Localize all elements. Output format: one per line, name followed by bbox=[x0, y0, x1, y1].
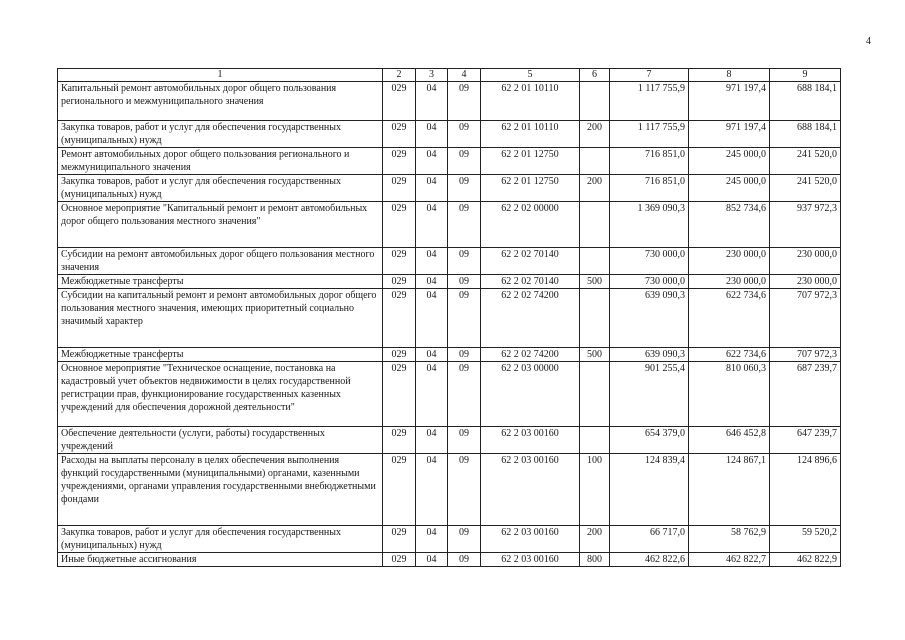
expense-type-cell bbox=[580, 362, 610, 427]
section-cell: 04 bbox=[416, 553, 448, 567]
table-row bbox=[58, 348, 841, 362]
section-cell: 04 bbox=[416, 148, 448, 175]
amount-year2-cell: 971 197,4 bbox=[689, 121, 770, 148]
chapter-cell: 029 bbox=[383, 454, 416, 526]
target-article-cell: 62 2 02 74200 bbox=[481, 348, 580, 362]
item-name-cell: Расходы на выплаты персоналу в целях обеспечения выполнения функций государственными (муниципальными) органами, казенными учреждениями, органами управления государственными внебюджетными фондами bbox=[58, 454, 383, 526]
header-cell: 6 bbox=[580, 69, 610, 82]
subsection-cell: 09 bbox=[448, 202, 481, 248]
table-row bbox=[58, 454, 841, 526]
table-row bbox=[58, 362, 841, 427]
amount-year3-cell: 241 520,0 bbox=[770, 175, 841, 202]
chapter-cell: 029 bbox=[383, 348, 416, 362]
expense-type-cell bbox=[580, 427, 610, 454]
chapter-cell: 029 bbox=[383, 526, 416, 553]
amount-year1-cell: 124 839,4 bbox=[610, 454, 689, 526]
amount-year3-cell: 59 520,2 bbox=[770, 526, 841, 553]
amount-year2-cell: 462 822,7 bbox=[689, 553, 770, 567]
section-cell: 04 bbox=[416, 526, 448, 553]
item-name-cell: Капитальный ремонт автомобильных дорог общего пользования регионального и межмуниципального значения bbox=[58, 82, 383, 121]
amount-year2-cell: 245 000,0 bbox=[689, 148, 770, 175]
subsection-cell: 09 bbox=[448, 348, 481, 362]
expense-type-cell: 500 bbox=[580, 348, 610, 362]
amount-year3-cell: 230 000,0 bbox=[770, 275, 841, 289]
subsection-cell: 09 bbox=[448, 526, 481, 553]
item-name-cell: Субсидии на ремонт автомобильных дорог общего пользования местного значения bbox=[58, 248, 383, 275]
amount-year3-cell: 688 184,1 bbox=[770, 82, 841, 121]
table-row bbox=[58, 121, 841, 148]
section-cell: 04 bbox=[416, 362, 448, 427]
amount-year1-cell: 1 369 090,3 bbox=[610, 202, 689, 248]
expense-type-cell: 200 bbox=[580, 175, 610, 202]
amount-year2-cell: 245 000,0 bbox=[689, 175, 770, 202]
target-article-cell: 62 2 01 12750 bbox=[481, 175, 580, 202]
target-article-cell: 62 2 01 12750 bbox=[481, 148, 580, 175]
amount-year2-cell: 622 734,6 bbox=[689, 348, 770, 362]
expense-type-cell: 200 bbox=[580, 121, 610, 148]
target-article-cell: 62 2 01 10110 bbox=[481, 82, 580, 121]
expense-type-cell bbox=[580, 202, 610, 248]
amount-year1-cell: 1 117 755,9 bbox=[610, 121, 689, 148]
target-article-cell: 62 2 02 70140 bbox=[481, 275, 580, 289]
page-number: 4 bbox=[866, 36, 871, 47]
section-cell: 04 bbox=[416, 175, 448, 202]
expense-type-cell bbox=[580, 82, 610, 121]
budget-table bbox=[57, 68, 841, 567]
subsection-cell: 09 bbox=[448, 553, 481, 567]
subsection-cell: 09 bbox=[448, 362, 481, 427]
target-article-cell: 62 2 03 00160 bbox=[481, 427, 580, 454]
section-cell: 04 bbox=[416, 348, 448, 362]
chapter-cell: 029 bbox=[383, 175, 416, 202]
table-row bbox=[58, 202, 841, 248]
item-name-cell: Закупка товаров, работ и услуг для обеспечения государственных (муниципальных) нужд bbox=[58, 175, 383, 202]
table-row bbox=[58, 148, 841, 175]
subsection-cell: 09 bbox=[448, 148, 481, 175]
amount-year1-cell: 716 851,0 bbox=[610, 175, 689, 202]
subsection-cell: 09 bbox=[448, 248, 481, 275]
amount-year2-cell: 124 867,1 bbox=[689, 454, 770, 526]
chapter-cell: 029 bbox=[383, 289, 416, 348]
chapter-cell: 029 bbox=[383, 148, 416, 175]
chapter-cell: 029 bbox=[383, 427, 416, 454]
chapter-cell: 029 bbox=[383, 553, 416, 567]
expense-type-cell: 100 bbox=[580, 454, 610, 526]
amount-year1-cell: 716 851,0 bbox=[610, 148, 689, 175]
expense-type-cell bbox=[580, 248, 610, 275]
amount-year3-cell: 707 972,3 bbox=[770, 348, 841, 362]
amount-year3-cell: 230 000,0 bbox=[770, 248, 841, 275]
header-cell: 8 bbox=[689, 69, 770, 82]
amount-year3-cell: 124 896,6 bbox=[770, 454, 841, 526]
amount-year1-cell: 730 000,0 bbox=[610, 275, 689, 289]
section-cell: 04 bbox=[416, 275, 448, 289]
header-cell: 2 bbox=[383, 69, 416, 82]
header-cell: 3 bbox=[416, 69, 448, 82]
section-cell: 04 bbox=[416, 82, 448, 121]
table-row bbox=[58, 275, 841, 289]
subsection-cell: 09 bbox=[448, 427, 481, 454]
item-name-cell: Межбюджетные трансферты bbox=[58, 348, 383, 362]
chapter-cell: 029 bbox=[383, 362, 416, 427]
header-cell: 9 bbox=[770, 69, 841, 82]
item-name-cell: Обеспечение деятельности (услуги, работы) государственных учреждений bbox=[58, 427, 383, 454]
amount-year2-cell: 971 197,4 bbox=[689, 82, 770, 121]
target-article-cell: 62 2 03 00160 bbox=[481, 553, 580, 567]
amount-year1-cell: 654 379,0 bbox=[610, 427, 689, 454]
item-name-cell: Ремонт автомобильных дорог общего пользования регионального и межмуниципального значения bbox=[58, 148, 383, 175]
amount-year2-cell: 852 734,6 bbox=[689, 202, 770, 248]
chapter-cell: 029 bbox=[383, 275, 416, 289]
expense-type-cell: 800 bbox=[580, 553, 610, 567]
section-cell: 04 bbox=[416, 289, 448, 348]
chapter-cell: 029 bbox=[383, 121, 416, 148]
chapter-cell: 029 bbox=[383, 202, 416, 248]
target-article-cell: 62 2 01 10110 bbox=[481, 121, 580, 148]
amount-year1-cell: 639 090,3 bbox=[610, 348, 689, 362]
amount-year2-cell: 810 060,3 bbox=[689, 362, 770, 427]
amount-year1-cell: 66 717,0 bbox=[610, 526, 689, 553]
amount-year3-cell: 937 972,3 bbox=[770, 202, 841, 248]
section-cell: 04 bbox=[416, 121, 448, 148]
amount-year1-cell: 901 255,4 bbox=[610, 362, 689, 427]
item-name-cell: Основное мероприятие "Капитальный ремонт и ремонт автомобильных дорог общего пользования местного значения" bbox=[58, 202, 383, 248]
item-name-cell: Закупка товаров, работ и услуг для обеспечения государственных (муниципальных) нужд bbox=[58, 121, 383, 148]
amount-year2-cell: 622 734,6 bbox=[689, 289, 770, 348]
item-name-cell: Основное мероприятие "Техническое оснащение, постановка на кадастровый учет объектов недвижимости в целях государственной регистрации прав, функционирование государственных казенных учреждений для обеспечения дорожной деятельности" bbox=[58, 362, 383, 427]
table-row bbox=[58, 427, 841, 454]
target-article-cell: 62 2 03 00000 bbox=[481, 362, 580, 427]
table-row bbox=[58, 526, 841, 553]
amount-year3-cell: 687 239,7 bbox=[770, 362, 841, 427]
section-cell: 04 bbox=[416, 427, 448, 454]
header-cell: 4 bbox=[448, 69, 481, 82]
chapter-cell: 029 bbox=[383, 82, 416, 121]
item-name-cell: Закупка товаров, работ и услуг для обеспечения государственных (муниципальных) нужд bbox=[58, 526, 383, 553]
target-article-cell: 62 2 03 00160 bbox=[481, 454, 580, 526]
table-row bbox=[58, 553, 841, 567]
target-article-cell: 62 2 02 70140 bbox=[481, 248, 580, 275]
amount-year2-cell: 58 762,9 bbox=[689, 526, 770, 553]
section-cell: 04 bbox=[416, 202, 448, 248]
amount-year3-cell: 241 520,0 bbox=[770, 148, 841, 175]
target-article-cell: 62 2 02 00000 bbox=[481, 202, 580, 248]
amount-year2-cell: 230 000,0 bbox=[689, 275, 770, 289]
amount-year3-cell: 707 972,3 bbox=[770, 289, 841, 348]
amount-year3-cell: 688 184,1 bbox=[770, 121, 841, 148]
amount-year2-cell: 646 452,8 bbox=[689, 427, 770, 454]
expense-type-cell: 200 bbox=[580, 526, 610, 553]
table-row bbox=[58, 248, 841, 275]
header-cell: 1 bbox=[58, 69, 383, 82]
header-row bbox=[58, 69, 841, 82]
subsection-cell: 09 bbox=[448, 82, 481, 121]
subsection-cell: 09 bbox=[448, 454, 481, 526]
item-name-cell: Межбюджетные трансферты bbox=[58, 275, 383, 289]
subsection-cell: 09 bbox=[448, 121, 481, 148]
subsection-cell: 09 bbox=[448, 175, 481, 202]
target-article-cell: 62 2 03 00160 bbox=[481, 526, 580, 553]
amount-year1-cell: 730 000,0 bbox=[610, 248, 689, 275]
chapter-cell: 029 bbox=[383, 248, 416, 275]
item-name-cell: Субсидии на капитальный ремонт и ремонт автомобильных дорог общего пользования местного значения, имеющих приоритетный социально значимый характер bbox=[58, 289, 383, 348]
target-article-cell: 62 2 02 74200 bbox=[481, 289, 580, 348]
header-cell: 5 bbox=[481, 69, 580, 82]
expense-type-cell bbox=[580, 289, 610, 348]
item-name-cell: Иные бюджетные ассигнования bbox=[58, 553, 383, 567]
amount-year1-cell: 639 090,3 bbox=[610, 289, 689, 348]
amount-year2-cell: 230 000,0 bbox=[689, 248, 770, 275]
header-cell: 7 bbox=[610, 69, 689, 82]
section-cell: 04 bbox=[416, 454, 448, 526]
expense-type-cell bbox=[580, 148, 610, 175]
subsection-cell: 09 bbox=[448, 289, 481, 348]
table-row bbox=[58, 175, 841, 202]
table-row bbox=[58, 82, 841, 121]
expense-type-cell: 500 bbox=[580, 275, 610, 289]
subsection-cell: 09 bbox=[448, 275, 481, 289]
amount-year3-cell: 647 239,7 bbox=[770, 427, 841, 454]
section-cell: 04 bbox=[416, 248, 448, 275]
amount-year1-cell: 462 822,6 bbox=[610, 553, 689, 567]
amount-year3-cell: 462 822,9 bbox=[770, 553, 841, 567]
amount-year1-cell: 1 117 755,9 bbox=[610, 82, 689, 121]
table-row bbox=[58, 289, 841, 348]
